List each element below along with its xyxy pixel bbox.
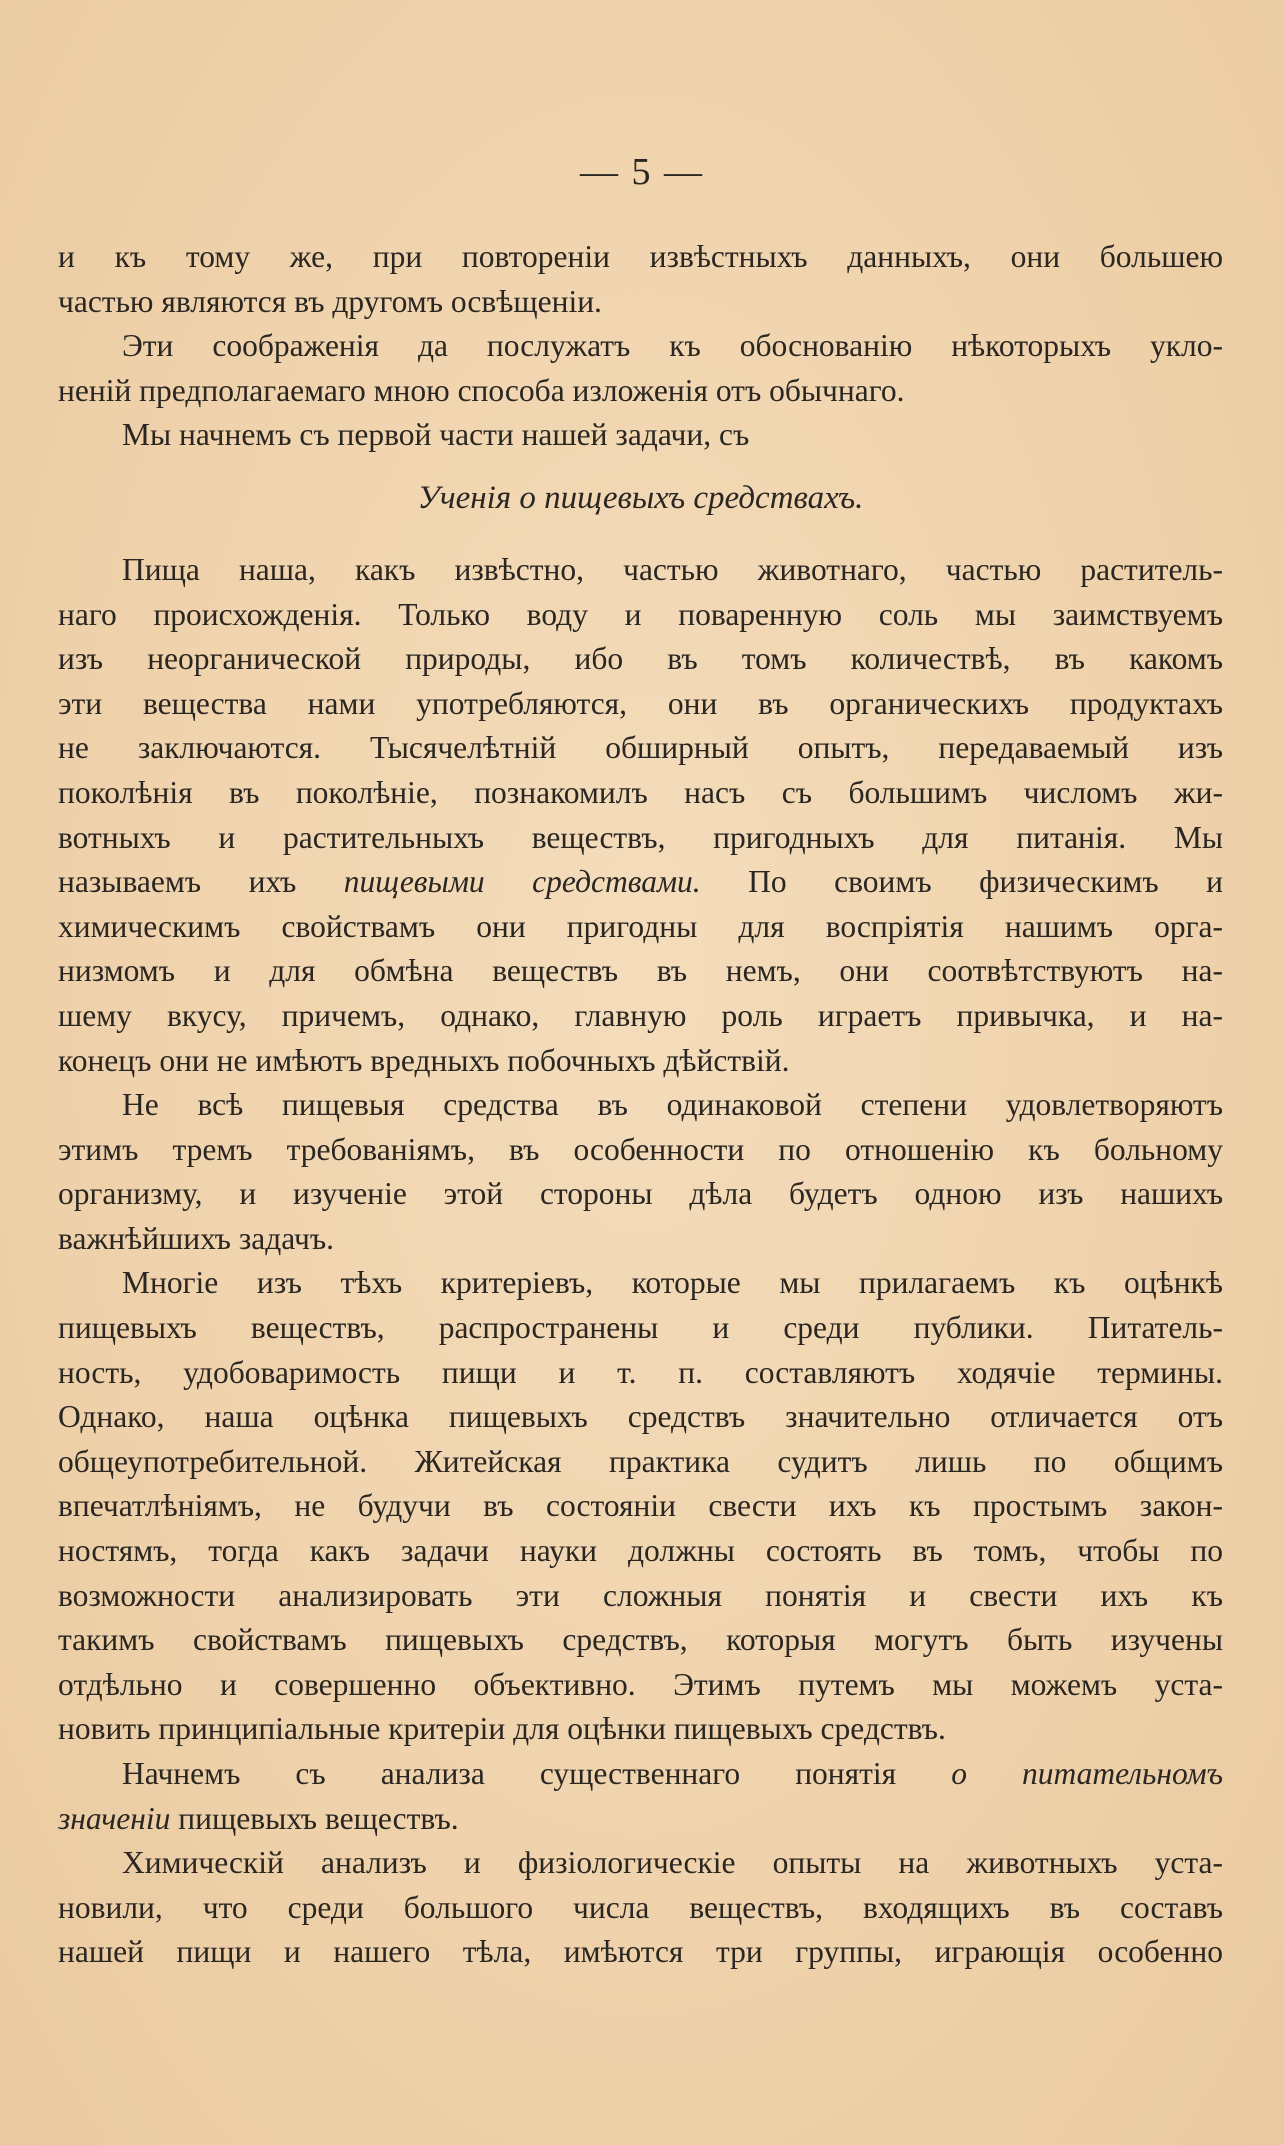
text-segment: пищевыхъ веществъ. — [170, 1800, 459, 1836]
text-line: важнѣйшихъ задачъ. — [58, 1220, 335, 1256]
text-line: такимъ свойствамъ пищевыхъ средствъ, которыя могутъ быть изучены — [58, 1622, 1223, 1658]
body-text — [58, 235, 1223, 1975]
text-line: шему вкусу, причемъ, однако, главную роль играетъ привычка, и на- — [58, 997, 1223, 1033]
text-line: поколѣнія въ поколѣніе, познакомилъ насъ съ большимъ числомъ жи- — [58, 774, 1223, 810]
text-segment: Начнемъ съ анализа существеннаго понятія — [122, 1756, 952, 1791]
text-line: низмомъ и для обмѣна веществъ въ немъ, они соотвѣтствуютъ на- — [58, 953, 1223, 989]
text-line: эти вещества нами употребляются, они въ органическихъ продуктахъ — [58, 685, 1223, 721]
text-segment: По своимъ физическимъ и — [700, 864, 1223, 900]
text-line: Многіе изъ тѣхъ критеріевъ, которые мы прилагаемъ къ оцѣнкѣ — [122, 1265, 1223, 1301]
text-line: вотныхъ и растительныхъ веществъ, пригодныхъ для питанія. Мы — [58, 819, 1223, 855]
text-line: ностямъ, тогда какъ задачи науки должны состоять въ томъ, чтобы по — [58, 1533, 1223, 1569]
text-line: пищевыхъ веществъ, распространены и среди публики. Питатель- — [58, 1310, 1223, 1346]
text-line: организму, и изученіе этой стороны дѣла будетъ одною изъ нашихъ — [58, 1176, 1223, 1212]
text-line: Не всѣ пищевыя средства въ одинаковой степени удовлетворяютъ — [122, 1087, 1223, 1123]
italic-term: о питательномъ — [951, 1756, 1223, 1791]
text-line: нашей пищи и нашего тѣла, имѣются три группы, играющія особенно — [58, 1934, 1223, 1970]
text-line: впечатлѣніямъ, не будучи въ состояніи свести ихъ къ простымъ закон- — [58, 1488, 1223, 1524]
text-line: Однако, наша оцѣнка пищевыхъ средствъ значительно отличается отъ — [58, 1399, 1223, 1435]
text-line: конецъ они не имѣютъ вредныхъ побочныхъ дѣйствій. — [58, 1042, 790, 1078]
text-line: неній предполагаемаго мною способа изложенія отъ обычнаго. — [58, 372, 905, 408]
italic-term: значеніи — [58, 1800, 171, 1836]
text-line: Химическій анализъ и физіологическіе опыты на животныхъ уста- — [122, 1845, 1223, 1881]
text-line — [58, 1797, 1223, 1842]
text-line: ность, удобоваримость пищи и т. п. составляютъ ходячіе термины. — [58, 1354, 1223, 1390]
text-line: Эти соображенія да послужатъ къ обоснованію нѣкоторыхъ укло- — [122, 328, 1223, 364]
text-line: наго происхожденія. Только воду и поваренную соль мы заимствуемъ — [58, 596, 1223, 632]
text-line: и къ тому же, при повтореніи извѣстныхъ данныхъ, они большею — [58, 239, 1223, 274]
text-line: не заключаются. Тысячелѣтній обширный опытъ, передаваемый изъ — [58, 730, 1223, 766]
text-line: новить принципіальные критеріи для оцѣнки пищевыхъ средствъ. — [58, 1711, 946, 1747]
text-line: частью являются въ другомъ освѣщеніи. — [58, 283, 602, 319]
text-line — [58, 1752, 1223, 1797]
text-line: химическимъ свойствамъ они пригодны для воспріятія нашимъ орга- — [58, 908, 1223, 944]
italic-term: пищевыми средствами. — [343, 864, 701, 900]
text-line: общеупотребительной. Житейская практика судитъ лишь по общимъ — [58, 1443, 1223, 1479]
text-line: новили, что среди большого числа веществъ, входящихъ въ составъ — [58, 1889, 1223, 1925]
text-line: возможности анализировать эти сложныя понятія и свести ихъ къ — [58, 1577, 1223, 1613]
text-line: этимъ тремъ требованіямъ, въ особенности по отношенію къ больному — [58, 1131, 1223, 1167]
page-number: — 5 — — [580, 151, 704, 193]
text-line — [58, 860, 1223, 905]
text-line: Пища наша, какъ извѣстно, частью животнаго, частью раститель- — [122, 551, 1223, 587]
section-heading: Ученія о пищевыхъ средствахъ. — [417, 479, 864, 516]
text-line: отдѣльно и совершенно объективно. Этимъ путемъ мы можемъ уста- — [58, 1666, 1223, 1702]
text-segment: называемъ ихъ — [58, 864, 344, 900]
text-line: изъ неорганической природы, ибо въ томъ количествѣ, въ какомъ — [58, 641, 1223, 677]
text-line: Мы начнемъ съ первой части нашей задачи, съ — [122, 417, 750, 453]
